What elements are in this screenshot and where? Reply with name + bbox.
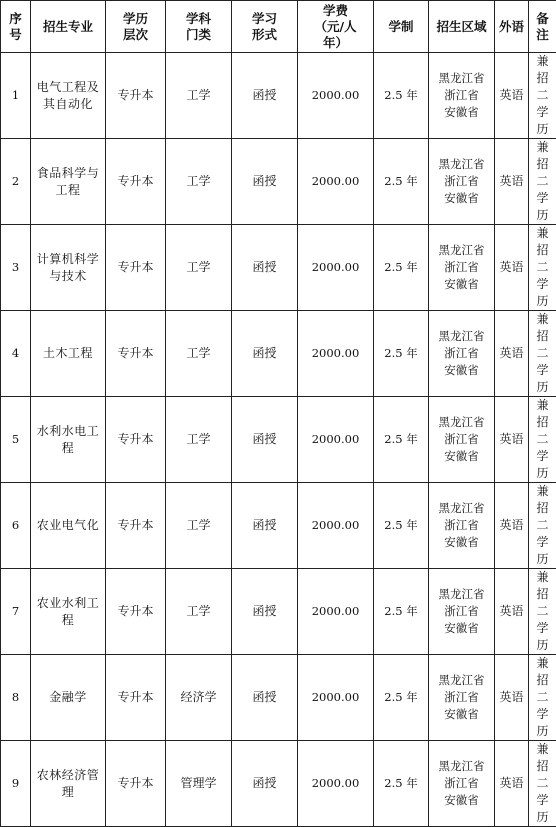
table-row <box>1 225 556 311</box>
region-line: 黑龙江省 <box>431 328 492 345</box>
cell-fee: 2000.00 <box>298 741 374 827</box>
cell-form: 函授 <box>232 569 298 655</box>
cell-duration: 2.5 年 <box>374 397 429 483</box>
cell-major: 农业电气化 <box>31 483 106 569</box>
cell-category: 工学 <box>166 397 232 483</box>
table-row <box>1 483 556 569</box>
note-line: 学历 <box>531 706 554 740</box>
header-fee-line: 年） <box>300 35 371 51</box>
cell-level: 专升本 <box>106 225 166 311</box>
region-line: 浙江省 <box>431 775 492 792</box>
header-form-line: 形式 <box>234 27 295 43</box>
cell-category: 工学 <box>166 483 232 569</box>
region-line: 黑龙江省 <box>431 156 492 173</box>
cell-major: 水利水电工程 <box>31 397 106 483</box>
cell-region <box>429 569 495 655</box>
cell-form: 函授 <box>232 311 298 397</box>
note-line: 学历 <box>531 620 554 654</box>
header-seq-line: 号 <box>3 27 28 43</box>
cell-major: 农林经济管理 <box>31 741 106 827</box>
region-line: 黑龙江省 <box>431 242 492 259</box>
header-region: 招生区域 <box>429 1 495 53</box>
cell-level: 专升本 <box>106 483 166 569</box>
note-line: 兼招二 <box>531 225 554 276</box>
cell-duration: 2.5 年 <box>374 139 429 225</box>
cell-form: 函授 <box>232 225 298 311</box>
cell-category: 工学 <box>166 139 232 225</box>
region-line: 黑龙江省 <box>431 758 492 775</box>
cell-major: 农业水利工程 <box>31 569 106 655</box>
header-level-line: 层次 <box>108 27 163 43</box>
note-line: 学历 <box>531 792 554 826</box>
header-category-line: 门类 <box>168 27 229 43</box>
header-form-line: 学习 <box>234 11 295 27</box>
cell-note <box>529 741 556 827</box>
cell-category: 经济学 <box>166 655 232 741</box>
cell-major: 计算机科学与技术 <box>31 225 106 311</box>
cell-form: 函授 <box>232 53 298 139</box>
cell-fee: 2000.00 <box>298 225 374 311</box>
cell-seq: 7 <box>1 569 31 655</box>
cell-region <box>429 655 495 741</box>
region-line: 浙江省 <box>431 87 492 104</box>
cell-fee: 2000.00 <box>298 569 374 655</box>
header-note: 备注 <box>529 1 556 53</box>
cell-seq: 2 <box>1 139 31 225</box>
cell-major: 食品科学与工程 <box>31 139 106 225</box>
region-line: 浙江省 <box>431 517 492 534</box>
cell-major: 土木工程 <box>31 311 106 397</box>
cell-region <box>429 139 495 225</box>
cell-note <box>529 225 556 311</box>
cell-seq: 8 <box>1 655 31 741</box>
cell-language: 英语 <box>495 311 529 397</box>
cell-form: 函授 <box>232 139 298 225</box>
region-line: 安徽省 <box>431 276 492 293</box>
region-line: 黑龙江省 <box>431 672 492 689</box>
cell-language: 英语 <box>495 53 529 139</box>
note-line: 兼招二 <box>531 139 554 190</box>
region-line: 安徽省 <box>431 190 492 207</box>
table-row <box>1 53 556 139</box>
cell-fee: 2000.00 <box>298 655 374 741</box>
region-line: 浙江省 <box>431 689 492 706</box>
header-level-line: 学历 <box>108 11 163 27</box>
cell-duration: 2.5 年 <box>374 225 429 311</box>
region-line: 安徽省 <box>431 104 492 121</box>
table-row <box>1 741 556 827</box>
region-line: 浙江省 <box>431 173 492 190</box>
note-line: 学历 <box>531 190 554 224</box>
cell-language: 英语 <box>495 741 529 827</box>
region-line: 黑龙江省 <box>431 586 492 603</box>
cell-form: 函授 <box>232 483 298 569</box>
cell-form: 函授 <box>232 397 298 483</box>
cell-note <box>529 397 556 483</box>
table-row <box>1 569 556 655</box>
note-line: 兼招二 <box>531 569 554 620</box>
cell-language: 英语 <box>495 569 529 655</box>
cell-level: 专升本 <box>106 53 166 139</box>
note-line: 学历 <box>531 448 554 482</box>
note-line: 学历 <box>531 362 554 396</box>
cell-note <box>529 569 556 655</box>
cell-language: 英语 <box>495 139 529 225</box>
region-line: 安徽省 <box>431 534 492 551</box>
header-major: 招生专业 <box>31 1 106 53</box>
cell-fee: 2000.00 <box>298 483 374 569</box>
cell-category: 工学 <box>166 53 232 139</box>
cell-level: 专升本 <box>106 311 166 397</box>
cell-note <box>529 655 556 741</box>
cell-language: 英语 <box>495 225 529 311</box>
region-line: 浙江省 <box>431 603 492 620</box>
cell-seq: 9 <box>1 741 31 827</box>
cell-duration: 2.5 年 <box>374 53 429 139</box>
region-line: 安徽省 <box>431 706 492 723</box>
cell-level: 专升本 <box>106 397 166 483</box>
header-duration: 学制 <box>374 1 429 53</box>
header-level <box>106 1 166 53</box>
cell-category: 工学 <box>166 225 232 311</box>
cell-seq: 6 <box>1 483 31 569</box>
table-row <box>1 655 556 741</box>
cell-category: 管理学 <box>166 741 232 827</box>
cell-form: 函授 <box>232 655 298 741</box>
cell-region <box>429 225 495 311</box>
cell-note <box>529 53 556 139</box>
header-language: 外语 <box>495 1 529 53</box>
cell-note <box>529 139 556 225</box>
header-seq-line: 序 <box>3 11 28 27</box>
cell-duration: 2.5 年 <box>374 655 429 741</box>
cell-level: 专升本 <box>106 741 166 827</box>
cell-language: 英语 <box>495 483 529 569</box>
cell-duration: 2.5 年 <box>374 741 429 827</box>
cell-seq: 3 <box>1 225 31 311</box>
header-fee <box>298 1 374 53</box>
region-line: 黑龙江省 <box>431 70 492 87</box>
header-fee-line: 学费 <box>300 3 371 19</box>
cell-major: 电气工程及其自动化 <box>31 53 106 139</box>
header-fee-line: （元/人 <box>300 19 371 35</box>
region-line: 黑龙江省 <box>431 414 492 431</box>
cell-region <box>429 311 495 397</box>
note-line: 兼招二 <box>531 53 554 104</box>
cell-category: 工学 <box>166 569 232 655</box>
note-line: 学历 <box>531 276 554 310</box>
cell-language: 英语 <box>495 655 529 741</box>
cell-region <box>429 53 495 139</box>
cell-note <box>529 483 556 569</box>
region-line: 浙江省 <box>431 431 492 448</box>
note-line: 兼招二 <box>531 483 554 534</box>
cell-fee: 2000.00 <box>298 139 374 225</box>
note-line: 兼招二 <box>531 397 554 448</box>
region-line: 安徽省 <box>431 448 492 465</box>
cell-fee: 2000.00 <box>298 397 374 483</box>
note-line: 兼招二 <box>531 655 554 706</box>
cell-level: 专升本 <box>106 139 166 225</box>
table-row <box>1 311 556 397</box>
cell-region <box>429 741 495 827</box>
header-category <box>166 1 232 53</box>
cell-category: 工学 <box>166 311 232 397</box>
cell-level: 专升本 <box>106 569 166 655</box>
table-row <box>1 139 556 225</box>
header-seq <box>1 1 31 53</box>
cell-fee: 2000.00 <box>298 53 374 139</box>
cell-level: 专升本 <box>106 655 166 741</box>
cell-duration: 2.5 年 <box>374 483 429 569</box>
region-line: 浙江省 <box>431 345 492 362</box>
header-form <box>232 1 298 53</box>
cell-duration: 2.5 年 <box>374 311 429 397</box>
cell-seq: 5 <box>1 397 31 483</box>
note-line: 兼招二 <box>531 741 554 792</box>
note-line: 学历 <box>531 104 554 138</box>
table-body <box>1 53 556 827</box>
cell-fee: 2000.00 <box>298 311 374 397</box>
region-line: 安徽省 <box>431 362 492 379</box>
region-line: 浙江省 <box>431 259 492 276</box>
region-line: 黑龙江省 <box>431 500 492 517</box>
cell-duration: 2.5 年 <box>374 569 429 655</box>
region-line: 安徽省 <box>431 620 492 637</box>
region-line: 安徽省 <box>431 792 492 809</box>
cell-seq: 1 <box>1 53 31 139</box>
header-row <box>1 1 556 53</box>
cell-language: 英语 <box>495 397 529 483</box>
note-line: 兼招二 <box>531 311 554 362</box>
table-row <box>1 397 556 483</box>
cell-major: 金融学 <box>31 655 106 741</box>
cell-region <box>429 397 495 483</box>
note-line: 学历 <box>531 534 554 568</box>
cell-note <box>529 311 556 397</box>
cell-seq: 4 <box>1 311 31 397</box>
cell-region <box>429 483 495 569</box>
cell-form: 函授 <box>232 741 298 827</box>
header-category-line: 学科 <box>168 11 229 27</box>
